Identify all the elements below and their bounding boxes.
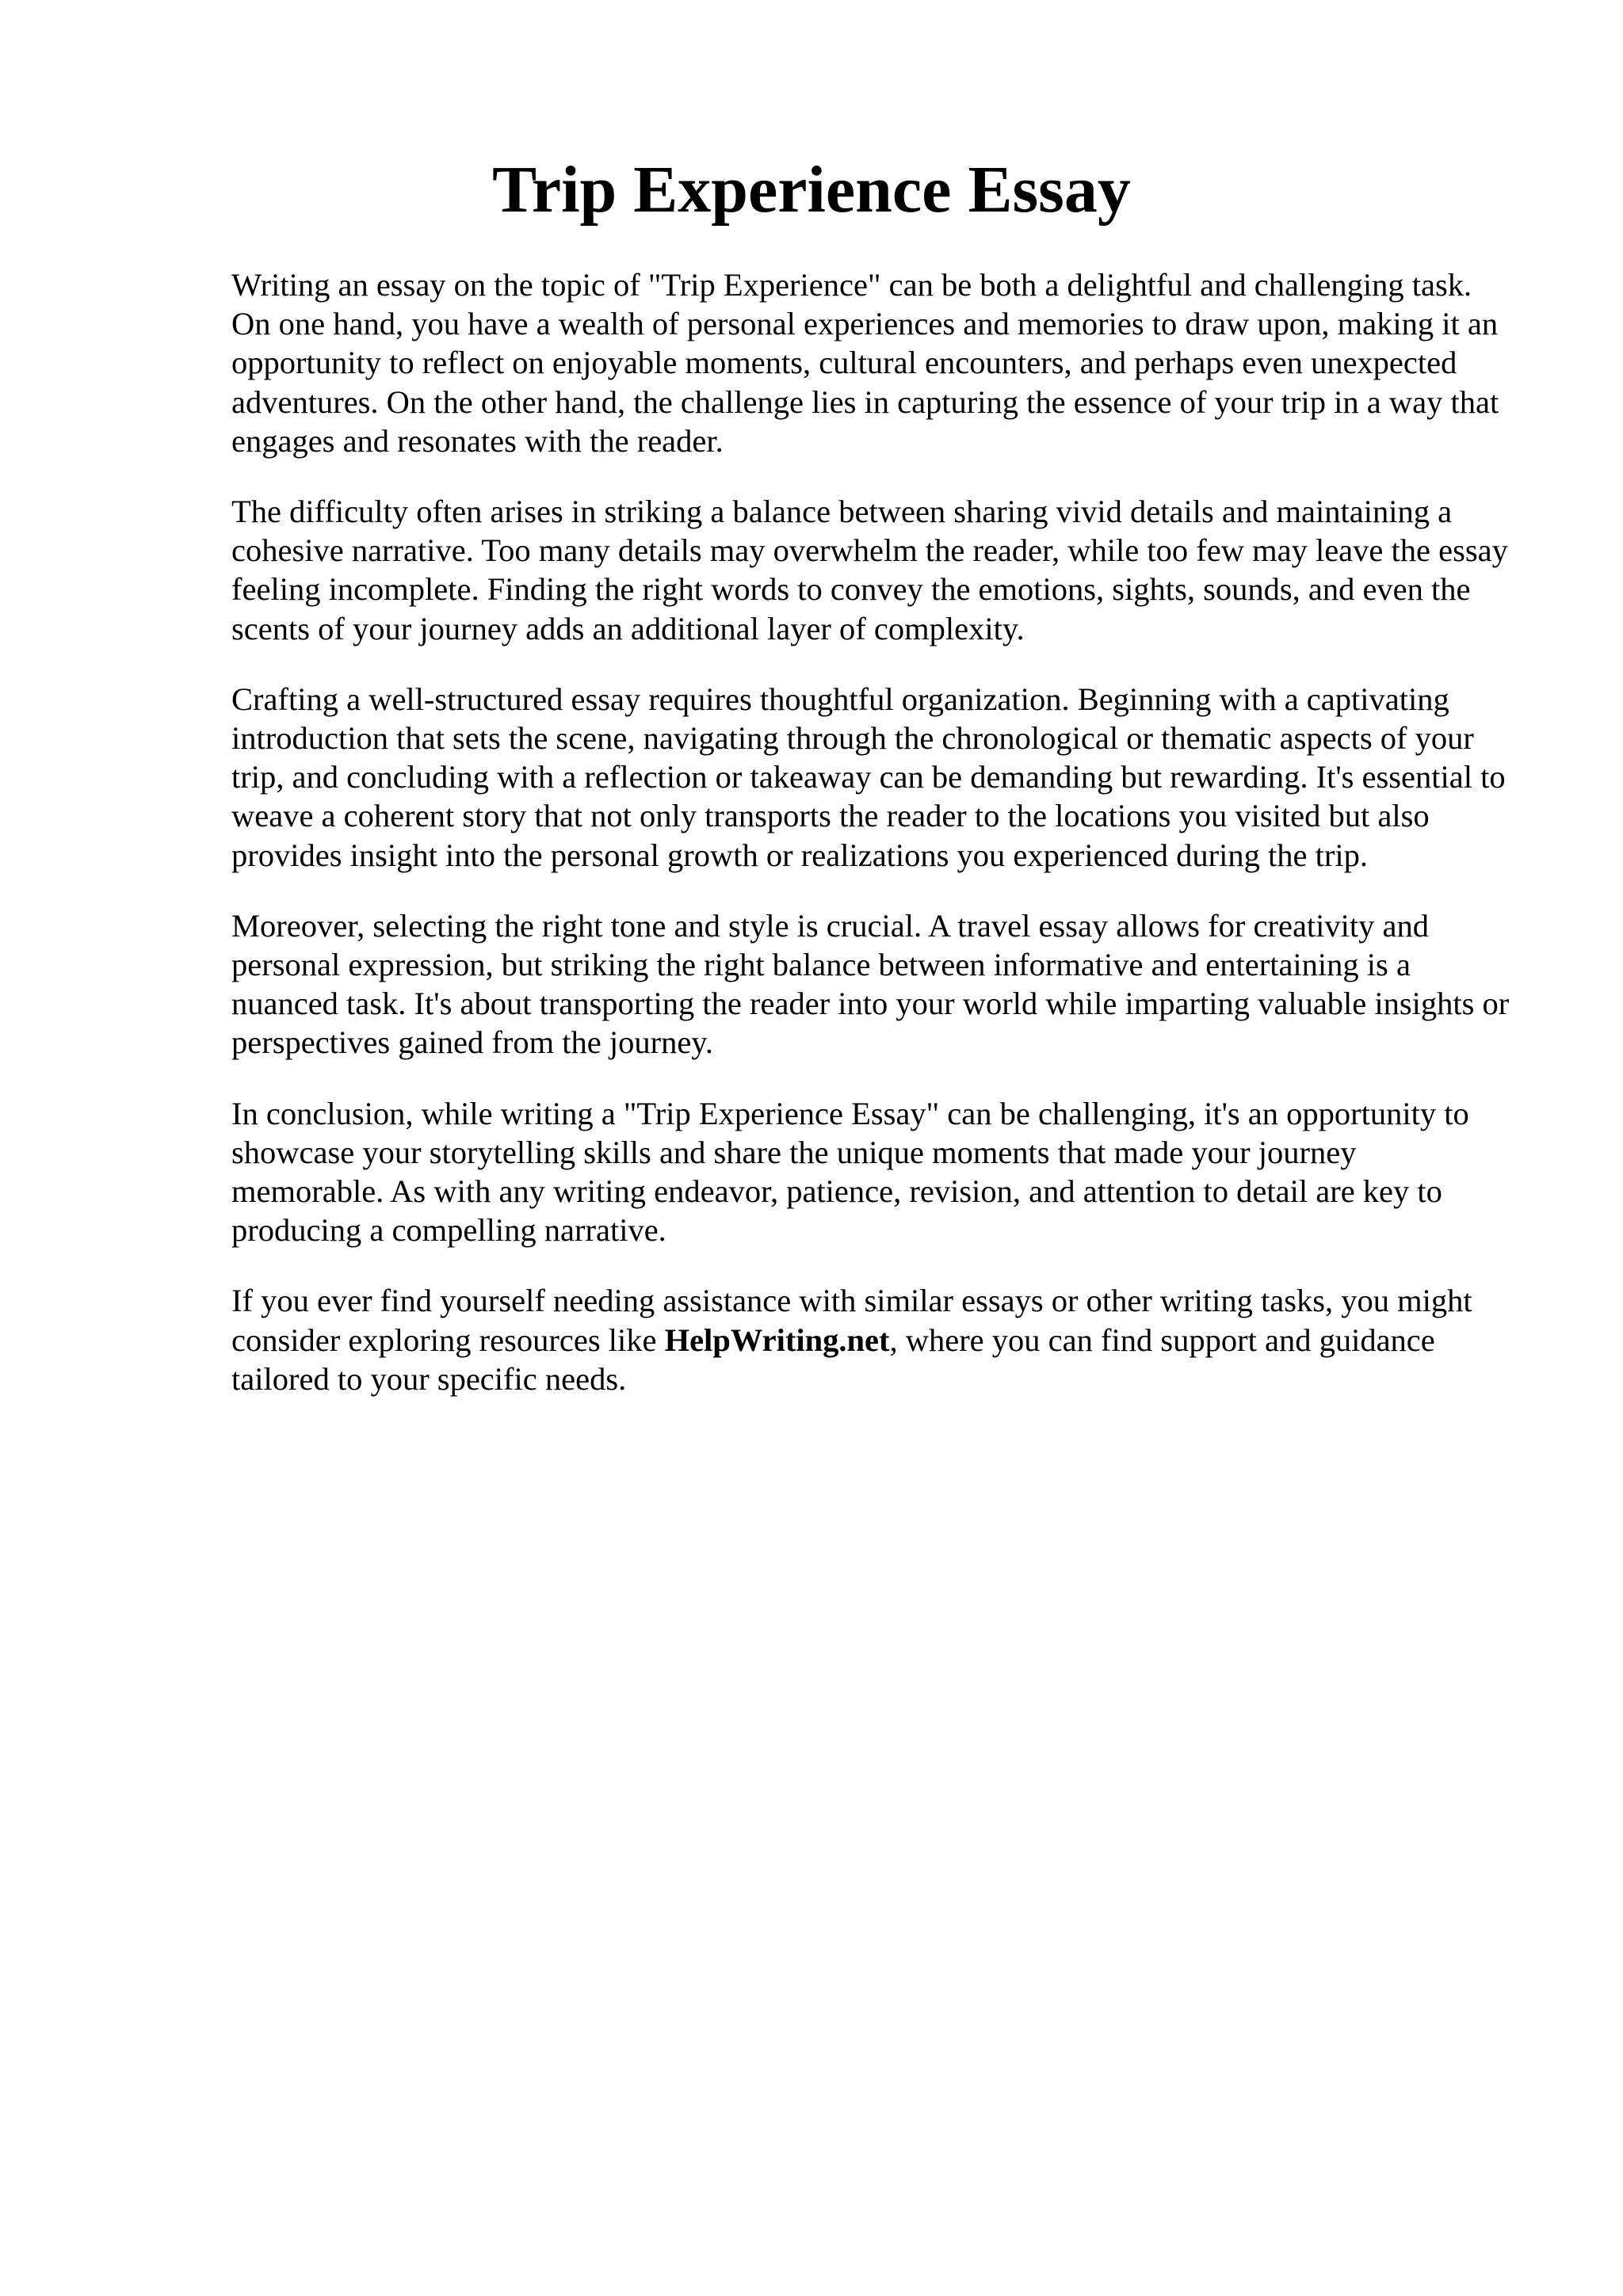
paragraph-4: Moreover, selecting the right tone and style is crucial. A travel essay allows for creativity and personal expression, but striking the right balance between informative and entertaining is a nuanced task. It's about transporting the reader into your world while imparting valuable insights or perspectives gained from the journey. [231, 907, 1510, 1061]
paragraph-3: Crafting a well-structured essay requires thoughtful organization. Beginning with a captivating introduction that sets the scene, navigating through the chronological or thematic aspects of your trip, and concluding with a reflection or takeaway can be demanding but rewarding. It's essential to weave a coherent story that not only transports the reader to the locations you visited but also provides insight into the personal growth or realizations you experienced during the trip. [231, 681, 1506, 873]
helpwriting-link[interactable]: HelpWriting.net [664, 1322, 890, 1358]
paragraph-1: Writing an essay on the topic of "Trip Experience" can be both a delightful and challenging task. On one hand, you have a wealth of personal experiences and memories to draw upon, making it an opportunity to reflect on enjoyable moments, cultural encounters, and perhaps even unexpected adventures. On the other hand, the challenge lies in capturing the essence of your trip in a way that engages and resonates with the reader. [231, 267, 1499, 459]
essay-body [231, 265, 1515, 1430]
closing-text-before: If you ever find yourself needing assistance with similar essays or other writing tasks, you might consider exploring resources like [231, 1283, 1472, 1358]
paragraph-closing [231, 1281, 1515, 1398]
paragraph-5: In conclusion, while writing a "Trip Experience Essay" can be challenging, it's an opportunity to showcase your storytelling skills and share the unique moments that made your journey memorable. As with any writing endeavor, patience, revision, and attention to detail are key to producing a compelling narrative. [231, 1095, 1469, 1249]
page-title: Trip Experience Essay [492, 153, 1131, 227]
closing-text-after: , where you can find support and guidance tailored to your specific needs. [231, 1322, 1435, 1397]
paragraph-2: The difficulty often arises in striking a balance between sharing vivid details and maintaining a cohesive narrative. Too many details may overwhelm the reader, while too few may leave the essay feeling incomplete. Finding the right words to convey the emotions, sights, sounds, and even the scents of your journey adds an additional layer of complexity. [231, 494, 1508, 646]
